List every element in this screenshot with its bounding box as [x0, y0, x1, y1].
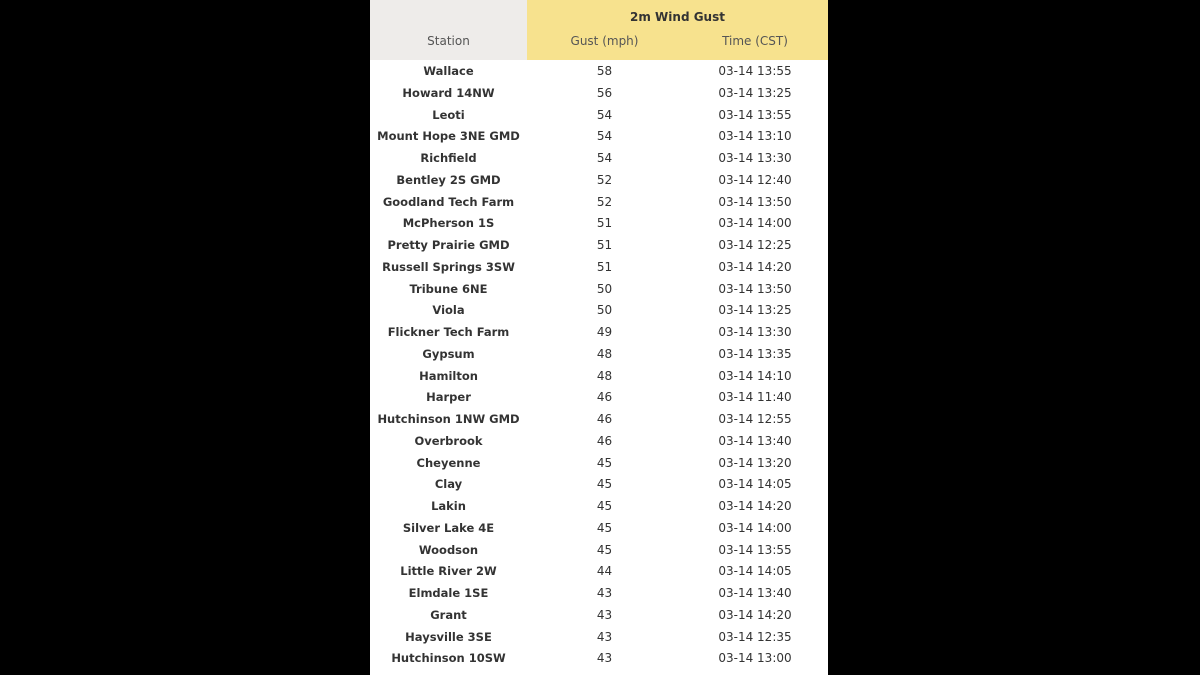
gust-cell: 50: [596, 281, 613, 296]
gust-cell: 45: [596, 499, 613, 513]
time-cell: 03-14 13:40: [718, 433, 792, 448]
gust-cell: 45: [596, 542, 613, 557]
gust-cell: 54: [596, 107, 613, 122]
station-cell: Leoti: [432, 107, 465, 122]
time-cell: 03-14 14:05: [718, 564, 792, 579]
table-body: [370, 61, 828, 670]
table-row: [370, 235, 828, 257]
time-cell: 03-14 14:10: [718, 368, 792, 383]
time-cell: 03-14 11:40: [718, 390, 792, 405]
time-cell: 03-14 12:25: [718, 238, 792, 252]
time-cell: 03-14 13:55: [718, 542, 792, 557]
station-cell: Russell Springs 3SW: [382, 259, 515, 274]
wind-gust-header-group: [527, 0, 828, 60]
station-cell: Viola: [432, 303, 465, 318]
time-cell: 03-14 14:00: [718, 216, 792, 231]
gust-cell: 43: [596, 629, 613, 644]
time-cell: 03-14 13:50: [718, 194, 792, 209]
time-cell: 03-14 14:00: [718, 520, 792, 535]
time-cell: 03-14 12:55: [718, 412, 792, 426]
table-row: [370, 105, 828, 127]
time-cell: 03-14 13:25: [718, 85, 792, 100]
gust-cell: 58: [596, 64, 613, 78]
station-cell: Hamilton: [419, 368, 478, 383]
table-row: [370, 279, 828, 301]
gust-cell: 51: [596, 259, 613, 274]
station-cell: Goodland Tech Farm: [382, 194, 515, 209]
gust-cell: 46: [596, 412, 613, 426]
station-cell: Hutchinson 10SW: [391, 651, 506, 666]
station-cell: Grant: [430, 607, 467, 622]
table-row: [370, 627, 828, 649]
table-row: [370, 344, 828, 366]
time-cell: 03-14 12:35: [718, 629, 792, 644]
time-cell: 03-14 13:55: [718, 107, 792, 122]
table-row: [370, 126, 828, 148]
station-cell: Little River 2W: [400, 564, 497, 579]
table-row: [370, 431, 828, 453]
time-cell: 03-14 13:35: [718, 346, 792, 361]
time-cell: 03-14 12:40: [718, 172, 792, 187]
table-row: [370, 387, 828, 409]
gust-cell: 43: [596, 651, 613, 666]
table-row: [370, 170, 828, 192]
gust-cell: 48: [596, 346, 613, 361]
gust-cell: 48: [596, 368, 613, 383]
time-cell: 03-14 13:20: [718, 455, 792, 470]
table-row: [370, 213, 828, 235]
station-cell: McPherson 1S: [402, 216, 495, 231]
station-cell: Hutchinson 1NW GMD: [377, 412, 520, 426]
station-cell: Tribune 6NE: [409, 281, 488, 296]
time-cell: 03-14 13:00: [718, 651, 792, 666]
gust-cell: 51: [596, 216, 613, 231]
gust-cell: 49: [596, 325, 613, 339]
time-cell: 03-14 13:10: [718, 129, 792, 144]
time-column-header: Time (CST): [722, 34, 788, 48]
gust-cell: 51: [596, 238, 613, 252]
gust-cell: 45: [596, 477, 613, 492]
station-cell: Pretty Prairie GMD: [387, 238, 510, 252]
table-row: [370, 648, 828, 670]
station-column-header: Station: [427, 34, 470, 48]
table-row: [370, 518, 828, 540]
station-cell: Woodson: [418, 542, 479, 557]
table-row: [370, 322, 828, 344]
time-cell: 03-14 13:40: [718, 586, 792, 600]
table-row: [370, 83, 828, 105]
time-cell: 03-14 13:30: [718, 325, 792, 339]
table-row: [370, 300, 828, 322]
time-cell: 03-14 14:05: [718, 477, 792, 492]
station-cell: Cheyenne: [416, 455, 481, 470]
table-row: [370, 496, 828, 518]
table-row: [370, 148, 828, 170]
station-cell: Clay: [434, 477, 463, 492]
wind-gust-table: [370, 0, 828, 675]
table-row: [370, 583, 828, 605]
station-cell: Lakin: [431, 499, 466, 513]
station-cell: Silver Lake 4E: [402, 520, 495, 535]
table-row: [370, 366, 828, 388]
table-row: [370, 192, 828, 214]
station-cell: Elmdale 1SE: [408, 586, 489, 600]
table-row: [370, 540, 828, 562]
station-cell: Flickner Tech Farm: [387, 325, 510, 339]
gust-cell: 52: [596, 172, 613, 187]
time-cell: 03-14 13:55: [718, 64, 792, 78]
table-row: [370, 453, 828, 475]
station-cell: Harper: [426, 390, 471, 405]
table-row: [370, 409, 828, 431]
gust-cell: 43: [596, 607, 613, 622]
table-row: [370, 474, 828, 496]
station-cell: Haysville 3SE: [405, 629, 492, 644]
gust-cell: 45: [596, 455, 613, 470]
gust-cell: 50: [596, 303, 613, 318]
time-cell: 03-14 14:20: [718, 607, 792, 622]
station-header-cell: [370, 0, 527, 60]
station-cell: Richfield: [420, 151, 477, 165]
station-cell: Wallace: [423, 64, 474, 78]
wind-gust-group-title: 2m Wind Gust: [630, 10, 725, 24]
gust-cell: 43: [596, 586, 613, 600]
gust-cell: 46: [596, 433, 613, 448]
station-cell: Howard 14NW: [402, 85, 495, 100]
gust-cell: 54: [596, 129, 613, 144]
time-cell: 03-14 14:20: [718, 259, 792, 274]
gust-cell: 44: [596, 564, 613, 579]
station-cell: Overbrook: [414, 433, 483, 448]
gust-cell: 56: [596, 85, 613, 100]
time-cell: 03-14 13:50: [718, 281, 792, 296]
gust-cell: 46: [596, 390, 613, 405]
gust-column-header: Gust (mph): [570, 34, 639, 48]
station-cell: Mount Hope 3NE GMD: [377, 129, 520, 144]
table-row: [370, 257, 828, 279]
time-cell: 03-14 13:30: [718, 151, 792, 165]
table-row: [370, 561, 828, 583]
gust-cell: 45: [596, 520, 613, 535]
gust-cell: 54: [596, 151, 613, 165]
time-cell: 03-14 14:20: [718, 499, 792, 513]
gust-cell: 52: [596, 194, 613, 209]
time-cell: 03-14 13:25: [718, 303, 792, 318]
station-cell: Gypsum: [422, 346, 475, 361]
station-cell: Bentley 2S GMD: [396, 172, 501, 187]
table-row: [370, 605, 828, 627]
table-row: [370, 61, 828, 83]
table-header: [370, 0, 828, 60]
